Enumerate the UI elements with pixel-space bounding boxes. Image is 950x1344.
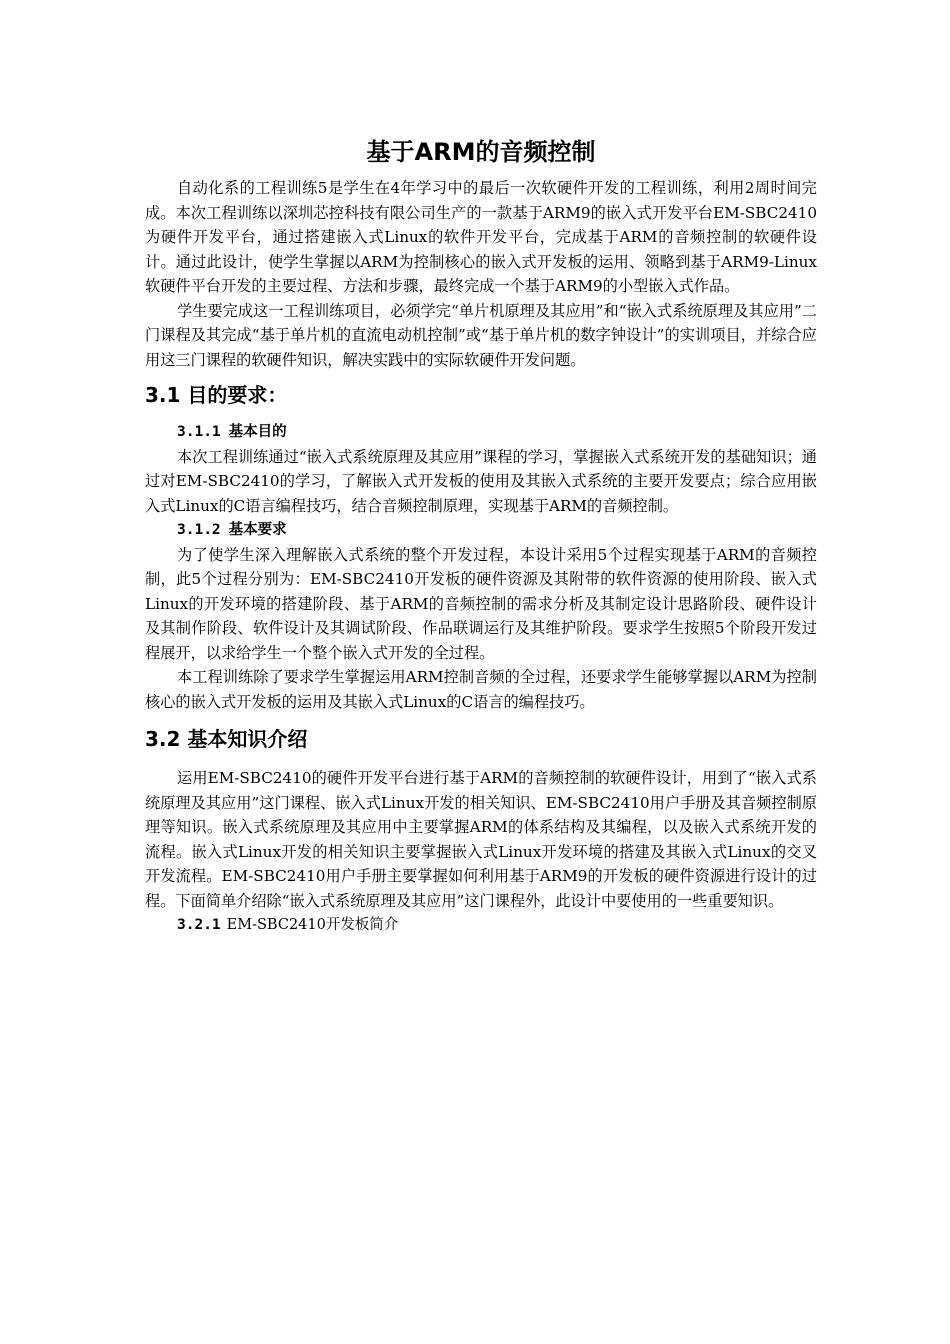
basic-requirements-paragraph-2: 本工程训练除了要求学生掌握运用ARM控制音频的全过程，还要求学生能够掌握以ARM为控制核心的嵌入式开发板的运用及其嵌入式Linux的C语言的编程技巧。 <box>145 668 817 711</box>
intro-paragraph-2: 学生要完成这一工程训练项目，必须学完“单片机原理及其应用”和“嵌入式系统原理及其应用”二门课程及其完成“基于单片机的直流电动机控制”或“基于单片机的数字钟设计”的实训项目，并综合应用这三门课程的软硬件知识，解决实践中的实际软硬件开发问题。 <box>145 301 817 369</box>
subsection-number: 3.1.1 <box>177 424 221 440</box>
subsection-label: 基本目的 <box>228 424 287 440</box>
section-3-1-heading: 3.1 目的要求： <box>145 383 288 407</box>
subsection-label: EM-SBC2410开发板简介 <box>226 917 399 933</box>
subsection-3-1-1-heading <box>145 420 817 445</box>
subsection-3-2-1-heading <box>145 913 817 938</box>
document-page <box>145 132 817 938</box>
subsection-number: 3.2.1 <box>177 917 221 933</box>
basic-requirements-paragraph-1: 为了使学生深入理解嵌入式系统的整个开发过程，本设计采用5个过程实现基于ARM的音频控制，此5个过程分别为：EM-SBC2410开发板的硬件资源及其附带的软件资源的使用阶段、嵌入式Linux的开发环境的搭建阶段、基于ARM的音频控制的需求分析及其制定设计思路阶段、硬件设计及其制作阶段、软件设计及其调试阶段、作品联调运行及其维护阶段。要求学生按照5个阶段开发过程展开，以求给学生一个整个嵌入式开发的全过程。 <box>145 545 817 662</box>
basic-knowledge-paragraph: 运用EM-SBC2410的硬件开发平台进行基于ARM的音频控制的软硬件设计，用到了“嵌入式系统原理及其应用”这门课程、嵌入式Linux开发的相关知识、EM-SBC2410用户手册及其音频控制原理等知识。嵌入式系统原理及其应用中主要掌握ARM的体系结构及其编程，以及嵌入式系统开发的流程。嵌入式Linux开发的相关知识主要掌握嵌入式Linux开发环境的搭建及其嵌入式Linux的交叉开发流程。EM-SBC2410用户手册主要掌握如何利用基于ARM9的开发板的硬件资源进行设计的过程。下面简单介绍除“嵌入式系统原理及其应用”这门课程外，此设计中要使用的一些重要知识。 <box>145 769 817 910</box>
document-title: 基于ARM的音频控制 <box>366 138 596 166</box>
basic-purpose-paragraph: 本次工程训练通过“嵌入式系统原理及其应用”课程的学习，掌握嵌入式系统开发的基础知识；通过对EM-SBC2410的学习，了解嵌入式开发板的使用及其嵌入式系统的主要开发要点；综合应用嵌入式Linux的C语言编程技巧，结合音频控制原理，实现基于ARM的音频控制。 <box>145 447 817 515</box>
subsection-3-1-2-heading <box>145 518 817 543</box>
subsection-number: 3.1.2 <box>177 522 221 538</box>
section-3-2-heading: 3.2 基本知识介绍 <box>145 727 308 751</box>
intro-paragraph-1: 自动化系的工程训练5是学生在4年学习中的最后一次软硬件开发的工程训练，利用2周时间完成。本次工程训练以深圳芯控科技有限公司生产的一款基于ARM9的嵌入式开发平台EM-SBC2410为硬件开发平台，通过搭建嵌入式Linux的软件开发平台，完成基于ARM的音频控制的软硬件设计。通过此设计，使学生掌握以ARM为控制核心的嵌入式开发板的运用、领略到基于ARM9-Linux软硬件平台开发的主要过程、方法和步骤，最终完成一个基于ARM9的小型嵌入式作品。 <box>145 179 817 295</box>
subsection-label: 基本要求 <box>228 522 287 538</box>
